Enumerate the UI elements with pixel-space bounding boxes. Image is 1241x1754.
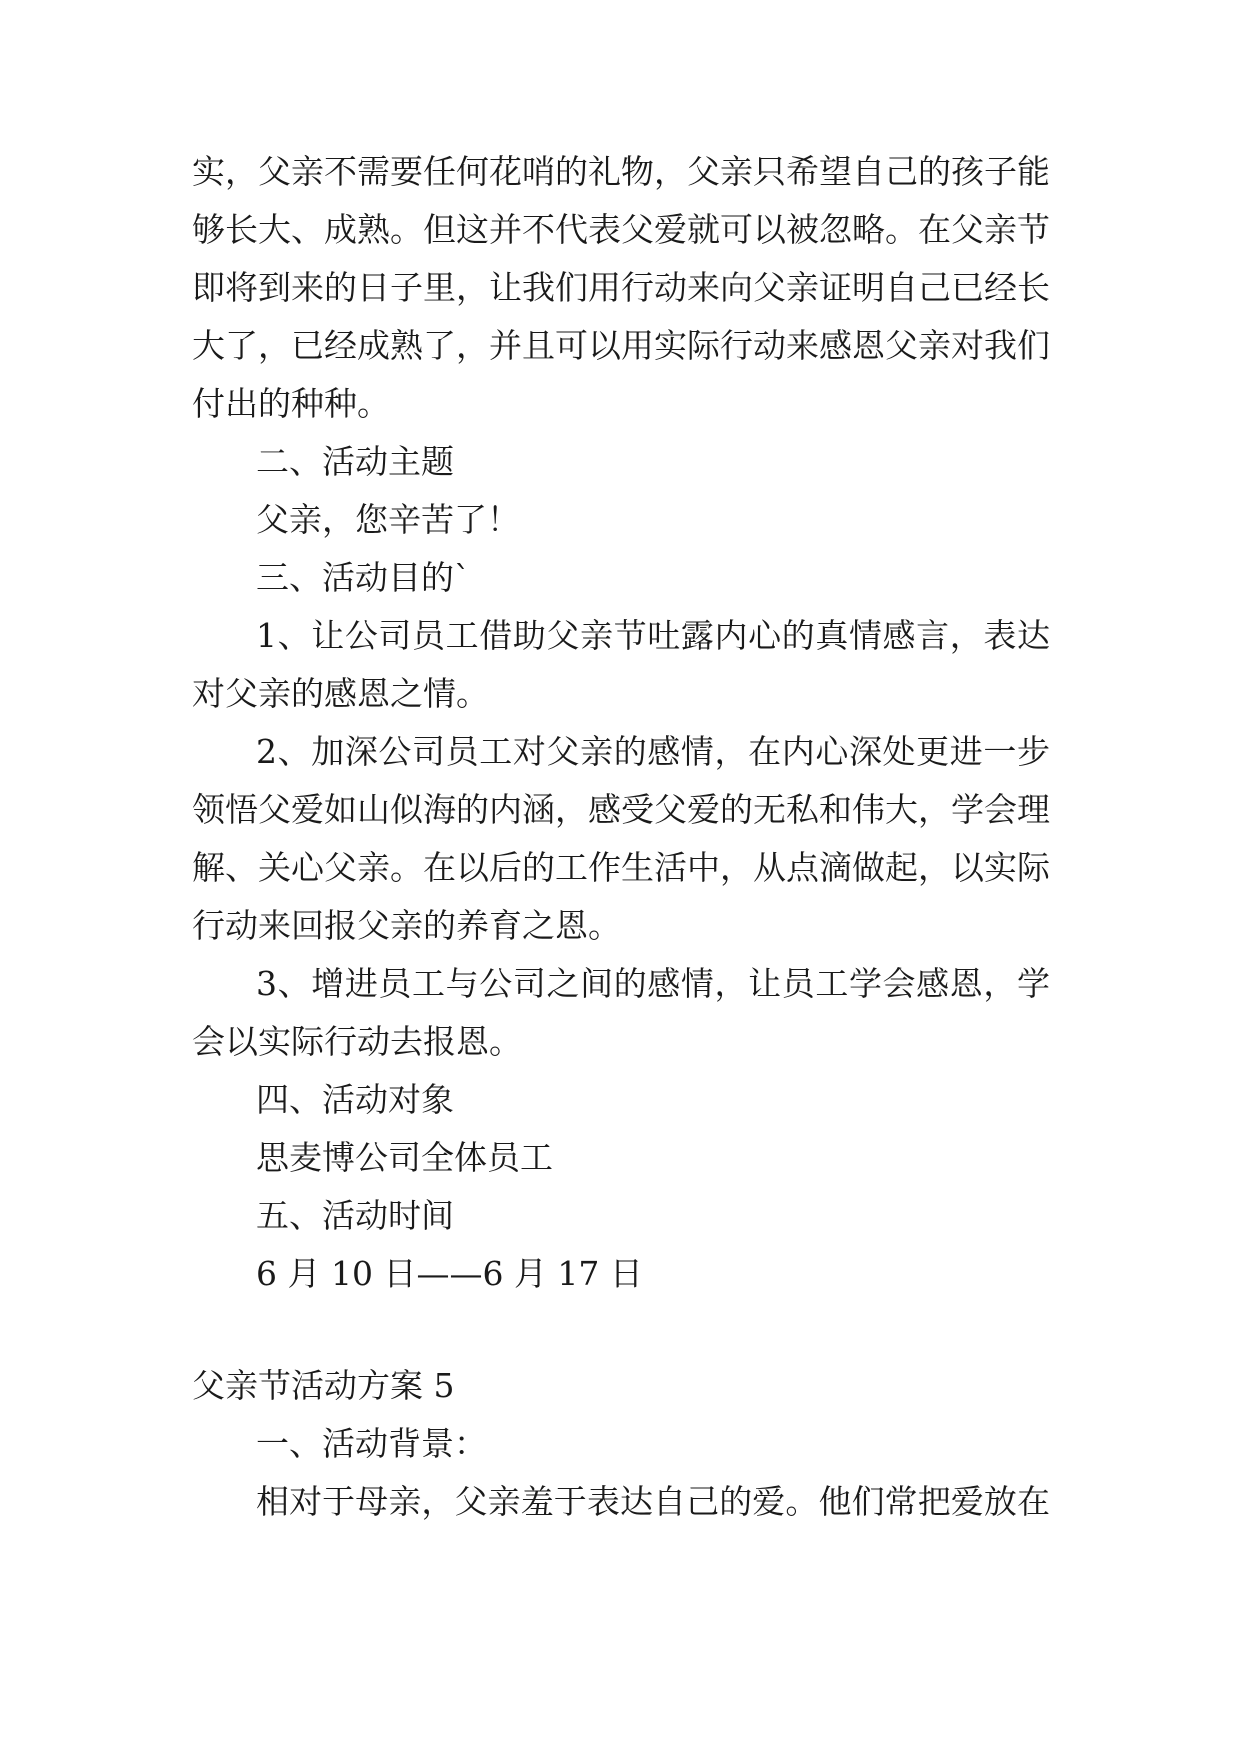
text-line: 大了，已经成熟了，并且可以用实际行动来感恩父亲对我们 [192, 326, 1050, 365]
text-line: 领悟父爱如山似海的内涵，感受父爱的无私和伟大，学会理 [192, 790, 1050, 829]
text-line: 二、活动主题 [256, 442, 454, 481]
text-line: 1、让公司员工借助父亲节吐露内心的真情感言，表达 [256, 616, 1050, 655]
text-line: 一、活动背景： [256, 1424, 487, 1463]
text-line: 五、活动时间 [256, 1196, 454, 1235]
text-line: 相对于母亲，父亲羞于表达自己的爱。他们常把爱放在 [256, 1482, 1050, 1521]
text-line: 思麦博公司全体员工 [256, 1138, 553, 1177]
text-line: 对父亲的感恩之情。 [192, 674, 489, 713]
text-line: 够长大、成熟。但这并不代表父爱就可以被忽略。在父亲节 [192, 210, 1050, 249]
text-line: 付出的种种。 [192, 384, 390, 423]
text-line: 行动来回报父亲的养育之恩。 [192, 906, 621, 945]
text-line: 实，父亲不需要任何花哨的礼物，父亲只希望自己的孩子能 [192, 152, 1050, 191]
text-line: 会以实际行动去报恩。 [192, 1022, 522, 1061]
text-line: 即将到来的日子里，让我们用行动来向父亲证明自己已经长 [192, 268, 1050, 307]
text-line: 三、活动目的` [256, 558, 471, 597]
text-line: 3、增进员工与公司之间的感情，让员工学会感恩，学 [256, 964, 1050, 1003]
text-line: 6 月 10 日——6 月 17 日 [256, 1254, 643, 1293]
section-title: 父亲节活动方案 5 [192, 1366, 455, 1405]
text-line: 四、活动对象 [256, 1080, 454, 1119]
text-line: 2、加深公司员工对父亲的感情，在内心深处更进一步 [256, 732, 1050, 771]
text-line: 解、关心父亲。在以后的工作生活中，从点滴做起，以实际 [192, 848, 1050, 887]
text-line: 父亲，您辛苦了！ [256, 500, 520, 539]
